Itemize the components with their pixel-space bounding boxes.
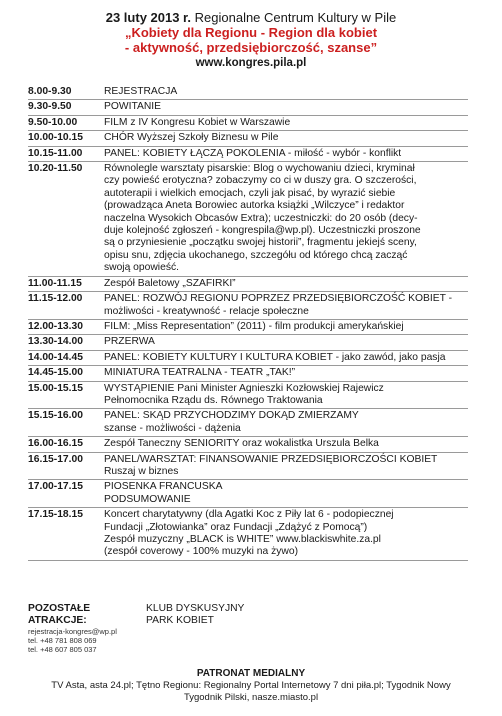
schedule-text-line: FILM: „Miss Representation” (2011) - film produkcji amerykańskiej <box>104 320 404 332</box>
schedule-divider <box>28 99 468 100</box>
schedule-divider <box>28 479 468 480</box>
schedule-time: 10.00-10.15 <box>28 132 83 144</box>
schedule-time: 14.45-15.00 <box>28 367 83 379</box>
schedule-text-line: CHÓR Wyższej Szkoły Biznesu w Pile <box>104 132 279 144</box>
schedule-divider <box>28 452 468 453</box>
schedule-text-line: Zespół Taneczny SENIORITY oraz wokalistka Urszula Belka <box>104 438 379 450</box>
schedule-text-line: PODSUMOWANIE <box>104 493 191 505</box>
schedule-description <box>104 278 488 290</box>
schedule-text-line: REJESTRACJA <box>104 86 178 97</box>
header <box>0 0 502 71</box>
contact-phone: tel. +48 607 805 037 <box>28 645 97 655</box>
schedule-time: 8.00-9.30 <box>28 86 72 97</box>
schedule-text-line: (prowadząca Aneta Borowiec autorka książki „Wilczyce” i redaktor <box>104 200 405 212</box>
schedule-text-line: PRZERWA <box>104 336 155 348</box>
schedule-row <box>28 321 488 333</box>
extras-label: POZOSTAŁE ATRAKCJE: <box>28 603 91 627</box>
schedule-time: 15.00-15.15 <box>28 382 83 394</box>
event-title-line1: „Kobiety dla Regionu - Region dla kobiet <box>124 25 378 40</box>
schedule-description <box>104 117 488 129</box>
schedule-time: 16.00-16.15 <box>28 438 83 450</box>
schedule-row <box>28 293 488 318</box>
schedule-row <box>28 101 488 113</box>
schedule-row <box>28 132 488 144</box>
schedule-text-line: Koncert charytatywny (dla Agatki Koc z Piły lat 6 - podopiecznej <box>104 509 394 521</box>
schedule-text-line: opisu snu, zdjęcia ukochanego, szczegółu od którego chcą zacząć <box>104 249 408 261</box>
header-date-venue <box>0 10 502 25</box>
schedule-description <box>104 509 488 559</box>
schedule-divider <box>28 408 468 409</box>
schedule-time: 17.00-17.15 <box>28 481 83 493</box>
schedule-text-line: możliwości - kreatywność - relacje społeczne <box>104 305 309 317</box>
event-url: www.kongres.pila.pl <box>195 57 307 69</box>
patronage-line: Tygodnik Pilski, nasze.miasto.pl <box>183 692 319 703</box>
schedule-row <box>28 410 488 435</box>
schedule-text-line: (zespół coverowy - 100% muzyki na żywo) <box>104 546 298 558</box>
schedule-text-line: PANEL: ROZWÓJ REGIONU POPRZEZ PRZEDSIĘBIORCZOŚĆ KOBIET - <box>104 293 453 305</box>
schedule-divider <box>28 436 468 437</box>
extras-list <box>146 603 244 628</box>
patronage-title: PATRONAT MEDIALNY <box>196 668 306 679</box>
schedule-description <box>104 163 488 275</box>
schedule-text-line: Równolegle warsztaty pisarskie: Blog o wychowaniu dzieci, kryminał <box>104 163 415 175</box>
schedule-text-line: Fundacji „Złotowianka” oraz Fundacji „Zdążyć z Pomocą”) <box>104 521 368 533</box>
contact-info <box>28 627 117 655</box>
schedule-row <box>28 86 488 98</box>
schedule-text-line: PIOSENKA FRANCUSKA <box>104 481 223 493</box>
schedule-row <box>28 509 488 559</box>
extras-item: PARK KOBIET <box>146 615 214 627</box>
schedule-time: 9.30-9.50 <box>28 101 72 113</box>
schedule-description <box>104 352 488 364</box>
schedule-divider <box>28 560 468 561</box>
schedule-description <box>104 293 488 318</box>
schedule-text-line: Pełnomocnika Rządu ds. Równego Traktowania <box>104 394 323 406</box>
schedule-description <box>104 336 488 348</box>
schedule-time: 10.20-11.50 <box>28 163 83 175</box>
extra-attractions <box>28 603 244 628</box>
schedule-divider <box>28 115 468 116</box>
schedule-divider <box>28 146 468 147</box>
schedule-text-line: naczelna Wysokich Obcasów Extra); uczestniczki: do 20 osób (decy- <box>104 212 418 224</box>
schedule-text-line: duje kolejność zgłoszeń - kongrespila@wp.pl). Uczestniczki proszone <box>104 225 421 237</box>
contact-email: rejestracja-kongres@wp.pl <box>28 627 117 636</box>
schedule-text-line: szanse - możliwości - dążenia <box>104 422 241 434</box>
schedule-description <box>104 367 488 379</box>
schedule-row <box>28 278 488 290</box>
schedule-divider <box>28 381 468 382</box>
patronage-line: TV Asta, asta 24.pl; Tętno Regionu: Regionalny Portal Internetowy 7 dni piła.pl; Tygodnik Nowy <box>51 680 451 691</box>
schedule-description <box>104 101 488 113</box>
schedule-description <box>104 410 488 435</box>
contact-phone: tel. +48 781 808 069 <box>28 636 97 646</box>
schedule-description <box>104 321 488 333</box>
schedule-description <box>104 383 488 408</box>
schedule-row <box>28 454 488 479</box>
schedule-description <box>104 148 488 160</box>
schedule-row <box>28 481 488 506</box>
schedule-text-line: Ruszaj w biznes <box>104 465 179 477</box>
schedule-row <box>28 148 488 160</box>
schedule-row <box>28 336 488 348</box>
schedule-text-line: są o przyniesienie „początku swojej historii”, fragmentu jekiejś sceny, <box>104 237 417 249</box>
schedule-text-line: Zespół muzyczny „BLACK is WHITE” www.blackiswhite.za.pl <box>104 534 381 545</box>
schedule-divider <box>28 334 468 335</box>
schedule-divider <box>28 319 468 320</box>
schedule-description <box>104 86 488 98</box>
schedule-time: 11.15-12.00 <box>28 293 83 305</box>
schedule-text-line: POWITANIE <box>104 101 162 113</box>
schedule-time: 11.00-11.15 <box>28 277 82 289</box>
media-patronage <box>0 668 502 704</box>
schedule-time: 12.00-13.30 <box>28 320 83 332</box>
schedule-text-line: swoją opowieść. <box>104 262 179 274</box>
schedule-text-line: FILM z IV Kongresu Kobiet w Warszawie <box>104 116 291 128</box>
schedule <box>28 86 488 562</box>
schedule-text-line: czy powieść erotyczna? zobaczymy co ci w duszy gra. O szczerości, <box>104 175 417 187</box>
schedule-row <box>28 438 488 450</box>
schedule-time: 10.15-11.00 <box>28 147 83 159</box>
schedule-description <box>104 454 488 479</box>
schedule-divider <box>28 291 468 292</box>
schedule-text-line: Zespół Baletowy „SZAFIRKI” <box>104 277 236 289</box>
schedule-row <box>28 383 488 408</box>
schedule-text-line: PANEL/WARSZTAT: FINANSOWANIE PRZEDSIĘBIORCZOŚCI KOBIET <box>104 453 438 465</box>
schedule-text-line: PANEL: KOBIETY KULTURY I KULTURA KOBIET - jako zawód, jako pasja <box>104 351 446 363</box>
schedule-divider <box>28 350 468 351</box>
schedule-divider <box>28 161 468 162</box>
schedule-row <box>28 367 488 379</box>
schedule-description <box>104 132 488 144</box>
schedule-time: 17.15-18.15 <box>28 509 83 521</box>
event-title-line2: - aktywność, przedsiębiorczość, szanse” <box>124 40 378 55</box>
schedule-text-line: MINIATURA TEATRALNA - TEATR „TAK!” <box>104 367 296 379</box>
schedule-text-line: WYSTĄPIENIE Pani Minister Agnieszki Kozłowskiej Rajewicz <box>104 382 384 394</box>
schedule-divider <box>28 276 468 277</box>
schedule-row <box>28 352 488 364</box>
schedule-time: 16.15-17.00 <box>28 453 83 465</box>
schedule-time: 15.15-16.00 <box>28 410 83 422</box>
schedule-text-line: PANEL: KOBIETY ŁĄCZĄ POKOLENIA - miłość - wybór - konflikt <box>104 147 402 159</box>
schedule-description <box>104 481 488 506</box>
event-venue: Regionalne Centrum Kultury w Pile <box>194 10 397 25</box>
schedule-time: 9.50-10.00 <box>28 116 78 128</box>
schedule-divider <box>28 507 468 508</box>
event-date: 23 luty 2013 r. <box>105 10 192 25</box>
extras-item: KLUB DYSKUSYJNY <box>146 603 245 614</box>
schedule-row <box>28 163 488 275</box>
schedule-description <box>104 438 488 450</box>
schedule-text-line: PANEL: SKĄD PRZYCHODZIMY DOKĄD ZMIERZAMY <box>104 410 359 422</box>
schedule-time: 14.00-14.45 <box>28 351 83 363</box>
schedule-row <box>28 117 488 129</box>
schedule-divider <box>28 365 468 366</box>
schedule-text-line: autoterapii i wielkich emocjach, czyli jak pisać, by wyrazić siebie <box>104 187 396 199</box>
schedule-time: 13.30-14.00 <box>28 336 83 348</box>
